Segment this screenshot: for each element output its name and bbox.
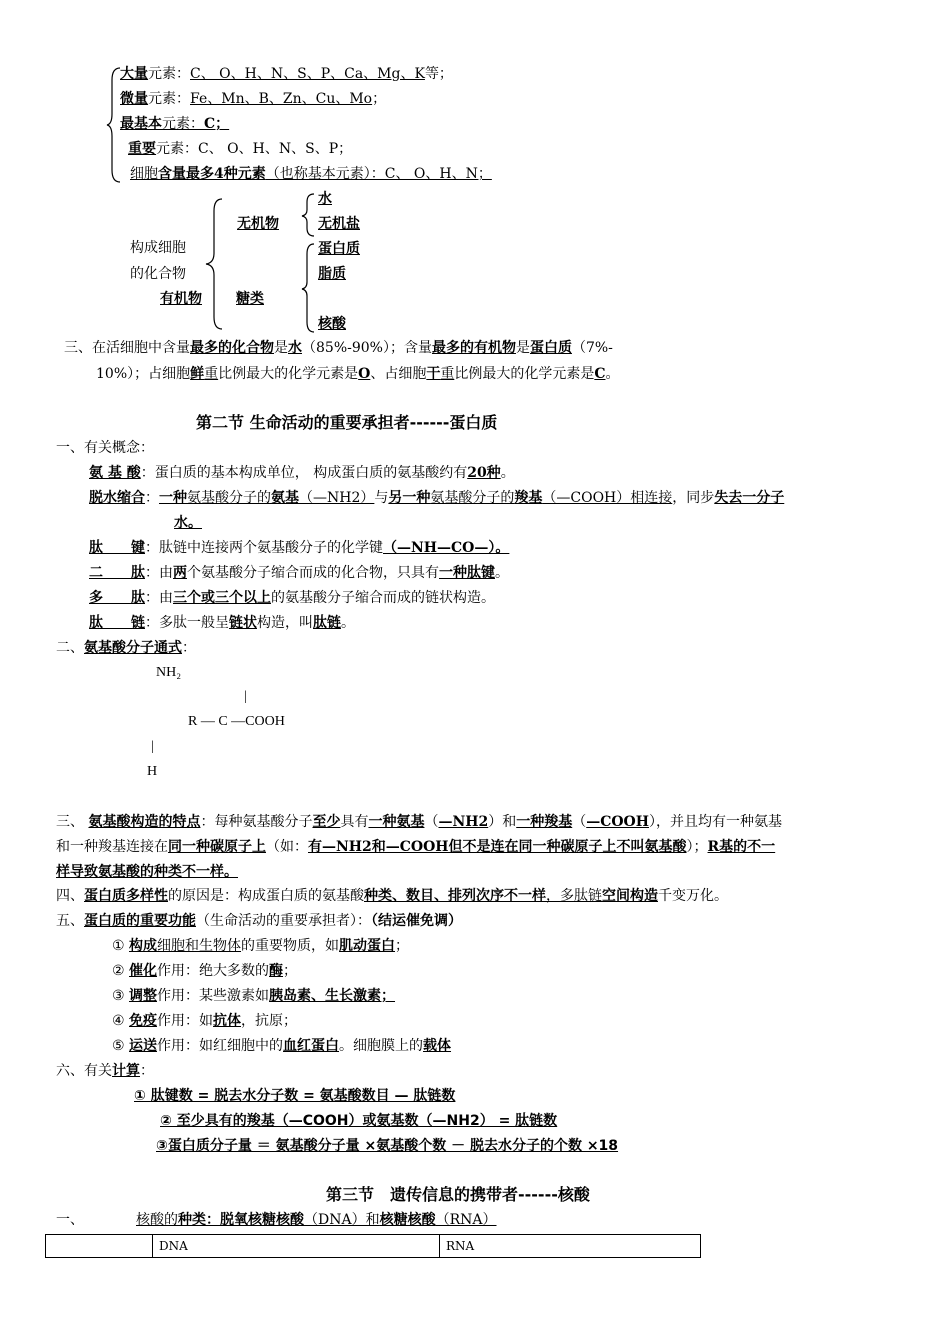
structure-features-line-1: 三、 氨基酸构造的特点：每种氨基酸分子至少具有一种氨基（—NH2）和一种羧基（—COOH），并且均有一种氨基 bbox=[56, 814, 782, 830]
compounds-brace bbox=[204, 197, 224, 331]
salt-label: 无机盐 bbox=[318, 216, 360, 232]
basic-elements-line: 最基本元素：C； bbox=[120, 116, 230, 132]
content-paragraph-line-2: 10%）；占细胞鲜重比例最大的化学元素是O、占细胞干重比例最大的化学元素是C。 bbox=[96, 366, 620, 382]
table-header-rna: RNA bbox=[440, 1235, 701, 1258]
calculation-2: ② 至少具有的羧基（—COOH）或氨基数（—NH2） = 肽链数 bbox=[160, 1113, 558, 1129]
concepts-heading: 一、有关概念： bbox=[56, 440, 154, 456]
formula-nh2: NH₂ bbox=[156, 665, 182, 680]
table-header-cell bbox=[46, 1235, 153, 1258]
section-3-title: 第三节 遗传信息的携带者------核酸 bbox=[326, 1185, 590, 1204]
formula-bar-bottom: | bbox=[151, 739, 154, 754]
inorganic-label: 无机物 bbox=[237, 216, 279, 232]
peptide-bond-definition: 肽 键：肽链中连接两个氨基酸分子的化学键（—NH—CO—）。 bbox=[89, 540, 510, 556]
function-3: ③ 调整作用：某些激素如胰岛素、生长激素； bbox=[112, 988, 396, 1004]
dehydration-definition-cont: 水。 bbox=[174, 515, 202, 531]
content-paragraph-line-1: 三、在活细胞中含量最多的化合物是水（85%-90%）；含量最多的有机物是蛋白质（7%- bbox=[64, 340, 613, 356]
formula-heading: 二、氨基酸分子通式： bbox=[56, 640, 196, 656]
calculation-1: ① 肽键数 = 脱去水分子数 = 氨基酸数目 — 肽链数 bbox=[134, 1088, 456, 1104]
function-4: ④ 免疫作用：如抗体，抗原； bbox=[112, 1013, 298, 1029]
amino-acid-definition: 氨 基 酸：蛋白质的基本构成单位， 构成蛋白质的氨基酸约有20种。 bbox=[89, 465, 515, 481]
function-1: ① 构成细胞和生物体的重要物质，如肌动蛋白； bbox=[112, 938, 410, 954]
functions-heading: 五、蛋白质的重要功能（生命活动的重要承担者）：（结运催免调） bbox=[56, 913, 462, 929]
water-label: 水 bbox=[318, 191, 332, 207]
peptide-chain-definition: 肽 链：多肽一般呈链状构造，叫肽链。 bbox=[89, 615, 355, 631]
diversity-line: 四、蛋白质多样性的原因是：构成蛋白质的氨基酸种类、数目、排列次序不一样，多肽链空间构造千变万化。 bbox=[56, 888, 728, 904]
formula-main: R — C —COOH bbox=[188, 714, 285, 729]
dehydration-definition: 脱水缩合：一种氨基酸分子的氨基（—NH2）与另一种氨基酸分子的羧基（—COOH）相连接，同步失去一分子 bbox=[89, 490, 785, 506]
lipid-label: 脂质 bbox=[318, 266, 346, 282]
function-5: ⑤ 运送作用：如红细胞中的血红蛋白。细胞膜上的载体 bbox=[112, 1038, 452, 1054]
formula-h: H bbox=[147, 764, 158, 779]
compounds-label-1: 构成细胞 bbox=[130, 240, 186, 256]
inorganic-brace bbox=[300, 192, 316, 238]
macro-elements-line: 大量元素：C、 O、H、N、S、P、Ca、Mg、K等； bbox=[120, 66, 453, 82]
calculation-3: ③蛋白质分子量 ＝ 氨基酸分子量 ×氨基酸个数 － 脱去水分子的个数 ×18 bbox=[156, 1138, 619, 1154]
structure-features-line-2: 和一种羧基连接在同一种碳原子上（如：有—NH2和—COOH但不是连在同一种碳原子上不叫氨基酸）；R基的不一 bbox=[56, 839, 776, 855]
function-2: ② 催化作用：绝大多数的酶； bbox=[112, 963, 298, 979]
nucleic-types-line: 一、 核酸的种类：脱氧核糖核酸（DNA）和核糖核酸（RNA） bbox=[56, 1212, 497, 1228]
formula-bar-top: | bbox=[244, 689, 247, 704]
nucleic-acid-table bbox=[45, 1234, 701, 1258]
important-elements-line: 重要元素：C、 O、H、N、S、P； bbox=[128, 141, 353, 157]
organic-label: 有机物 bbox=[160, 291, 202, 307]
calculation-heading: 六、有关计算： bbox=[56, 1063, 154, 1079]
sugar-label: 糖类 bbox=[236, 291, 264, 307]
polypeptide-definition: 多 肽：由三个或三个以上的氨基酸分子缩合而成的链状构造。 bbox=[89, 590, 495, 606]
compounds-label-2: 的化合物 bbox=[130, 266, 186, 282]
section-2-title: 第二节 生命活动的重要承担者------蛋白质 bbox=[196, 413, 498, 432]
micro-elements-line: 微量元素：Fe、Mn、B、Zn、Cu、Mo； bbox=[120, 91, 387, 107]
table-row bbox=[46, 1235, 701, 1258]
structure-features-line-3: 样导致氨基酸的种类不一样。 bbox=[56, 864, 238, 880]
organic-brace bbox=[300, 242, 316, 334]
nucleic-acid-label: 核酸 bbox=[318, 316, 346, 332]
table-header-dna: DNA bbox=[153, 1235, 440, 1258]
cell-elements-line: 细胞含量最多4种元素（也称基本元素）：C、 O、H、N； bbox=[130, 166, 492, 182]
dipeptide-definition: 二 肽：由两个氨基酸分子缩合而成的化合物，只具有一种肽键。 bbox=[89, 565, 509, 581]
protein-label: 蛋白质 bbox=[318, 241, 360, 257]
